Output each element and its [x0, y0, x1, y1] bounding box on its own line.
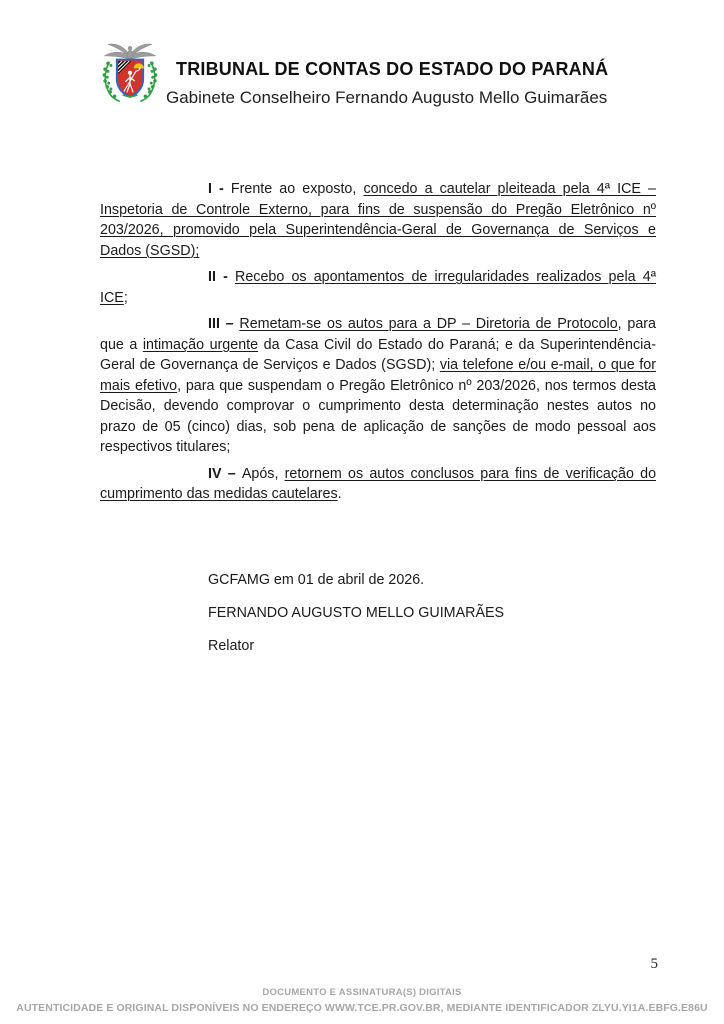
- text-segment: da Casa Civil do Estado do Paraná; e da Superintendência-Geral de Governança de Serviços e Dados (SGSD);: [100, 336, 656, 373]
- text-segment: , para que suspendam o Pregão Eletrônico nº 203/2026, nos termos desta Decisão, devendo comprovar o cumprimento desta determinação nestes autos no prazo de 05 (cinco) dias, sob pena de aplicação de sanções de modo pessoal aos respectivos titulares;: [100, 377, 657, 455]
- text-segment: I -: [208, 181, 231, 197]
- text-segment: III –: [208, 316, 240, 332]
- text-segment: Remetam-se os autos para a DP – Diretoria de Protocolo: [239, 316, 618, 332]
- text-segment: ;: [123, 289, 128, 306]
- digital-signature-footer: [0, 987, 724, 1014]
- text-segment: Recebo os apontamentos de irregularidades realizados pela 4ª ICE: [100, 269, 656, 306]
- footer-authenticity-notice: AUTENTICIDADE E ORIGINAL DISPONÍVEIS NO ENDEREÇO WWW.TCE.PR.GOV.BR, MEDIANTE IDENTIFICADOR ZLYU.YI1A.EBFG.E86U: [16, 1002, 708, 1014]
- signature-name: FERNANDO AUGUSTO MELLO GUIMARÃES: [208, 605, 505, 621]
- text-segment: intimação urgente: [142, 336, 259, 353]
- paragraph: [100, 179, 656, 261]
- text-segment: Frente ao exposto,: [230, 181, 364, 197]
- signature-date-line: GCFAMG em 01 de abril de 2026.: [208, 572, 425, 588]
- signature-block: [208, 570, 504, 669]
- text-segment: , para que a: [100, 316, 657, 353]
- paragraph: [100, 314, 656, 458]
- text-segment: Após,: [241, 465, 285, 482]
- page-number: 5: [650, 956, 658, 972]
- text-segment: II -: [208, 269, 236, 285]
- text-segment: retornem os autos conclusos para fins de verificação do cumprimento das medidas cautelares: [100, 465, 657, 502]
- parana-coat-of-arms-icon: [97, 36, 163, 114]
- text-segment: via telefone e/ou e-mail, o que for mais efetivo: [100, 357, 656, 394]
- text-segment: IV –: [208, 465, 242, 482]
- paragraph: [100, 267, 656, 308]
- court-title: TRIBUNAL DE CONTAS DO ESTADO DO PARANÁ: [176, 59, 609, 79]
- text-segment: .: [337, 486, 342, 502]
- paragraph: [100, 464, 656, 505]
- document-body: [100, 179, 656, 511]
- text-segment: concedo a cautelar pleiteada pela 4ª ICE – Inspetoria de Controle Externo, para fins de suspensão do Pregão Eletrônico nº 203/2026, promovido pela Superintendência-Geral de Governança de Serviços e Dados (SGSD);: [100, 181, 656, 259]
- cabinet-subtitle: Gabinete Conselheiro Fernando Augusto Mello Guimarães: [166, 88, 608, 107]
- signature-role: Relator: [208, 638, 255, 654]
- footer-digital-document-label: DOCUMENTO E ASSINATURA(S) DIGITAIS: [262, 987, 462, 998]
